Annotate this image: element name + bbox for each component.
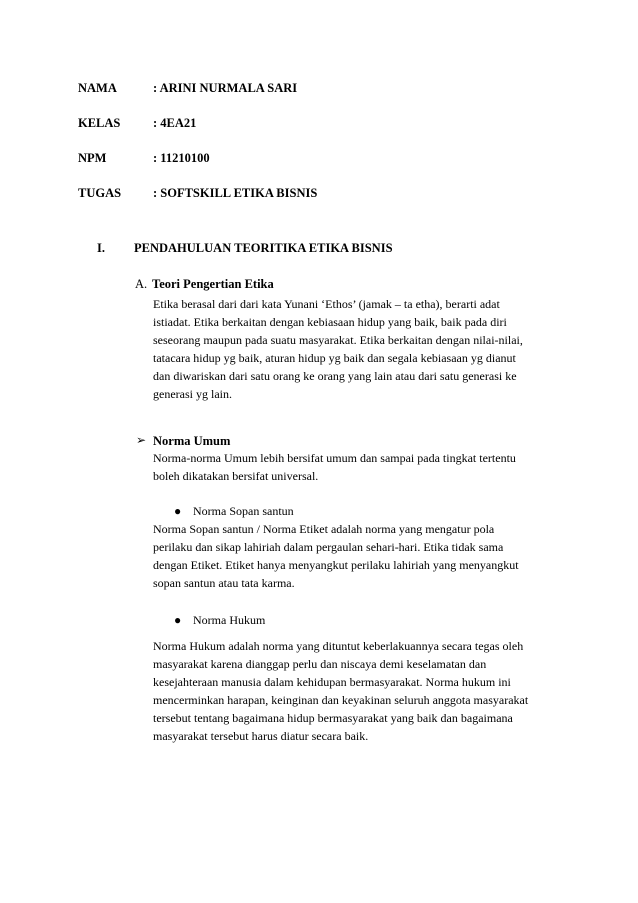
norma-umum-heading: Norma Umum bbox=[153, 434, 231, 448]
paragraph-line: istiadat. Etika berkaitan dengan kebiasaan hidup yang baik, baik pada diri bbox=[153, 315, 507, 329]
identity-value: : 4EA21 bbox=[153, 116, 197, 130]
arrow-bullet-icon: ➢ bbox=[136, 433, 147, 447]
subsection-title: Teori Pengertian Etika bbox=[152, 277, 274, 291]
hukum-paragraph bbox=[153, 637, 573, 745]
identity-label: TUGAS bbox=[78, 186, 122, 200]
identity-label: NAMA bbox=[78, 81, 117, 95]
bullet-dot-icon: ● bbox=[174, 613, 182, 627]
paragraph-line: boleh dikatakan bersifat universal. bbox=[153, 469, 319, 483]
section-number: I. bbox=[97, 241, 105, 255]
paragraph-line: mencerminkan harapan, keinginan dan keyakinan seluruh anggota masyarakat bbox=[153, 693, 529, 707]
paragraph-line: dan diwariskan dari satu orang ke orang yang lain atau dari satu generasi ke bbox=[153, 369, 517, 383]
paragraph-line: Norma-norma Umum lebih bersifat umum dan sampai pada tingkat tertentu bbox=[153, 451, 516, 465]
paragraph-line: Norma Sopan santun / Norma Etiket adalah norma yang mengatur pola bbox=[153, 522, 495, 536]
etika-paragraph bbox=[153, 295, 573, 403]
sopan-santun-paragraph bbox=[153, 520, 573, 592]
identity-value: : 11210100 bbox=[153, 151, 210, 165]
paragraph-line: seseorang maupun pada suatu masyarakat. Etika berkaitan dengan nilai-nilai, bbox=[153, 333, 523, 347]
identity-label: NPM bbox=[78, 151, 107, 165]
section-title: PENDAHULUAN TEORITIKA ETIKA BISNIS bbox=[134, 241, 393, 255]
identity-value: : ARINI NURMALA SARI bbox=[153, 81, 298, 95]
identity-label: KELAS bbox=[78, 116, 121, 130]
paragraph-line: Etika berasal dari dari kata Yunani ‘Ethos’ (jamak – ta etha), berarti adat bbox=[153, 297, 500, 311]
bullet-label-hukum: Norma Hukum bbox=[193, 613, 266, 627]
subsection-letter: A. bbox=[135, 277, 148, 291]
paragraph-line: masyarakat tersebut harus diatur secara baik. bbox=[153, 729, 369, 743]
paragraph-line: tersebut tentang bagaimana hidup bermasyarakat yang baik dan bagaimana bbox=[153, 711, 513, 725]
identity-value: : SOFTSKILL ETIKA BISNIS bbox=[153, 186, 318, 200]
paragraph-line: kesejahteraan manusia dalam kehidupan bermasyarakat. Norma hukum ini bbox=[153, 675, 511, 689]
paragraph-line: dengan Etiket. Etiket hanya menyangkut perilaku lahiriah yang menyangkut bbox=[153, 558, 519, 572]
paragraph-line: sopan santun atau tata karma. bbox=[153, 576, 295, 590]
bullet-dot-icon: ● bbox=[174, 504, 182, 518]
paragraph-line: generasi yg lain. bbox=[153, 387, 232, 401]
bullet-label-sopan-santun: Norma Sopan santun bbox=[193, 504, 294, 518]
paragraph-line: perilaku dan sikap lahiriah dalam pergaulan sehari-hari. Etika tidak sama bbox=[153, 540, 504, 554]
paragraph-line: Norma Hukum adalah norma yang dituntut keberlakuannya secara tegas oleh bbox=[153, 639, 524, 653]
paragraph-line: tatacara hidup yg baik, aturan hidup yg baik dan segala kebiasaan yg dianut bbox=[153, 351, 516, 365]
norma-umum-paragraph bbox=[153, 449, 573, 485]
paragraph-line: masyarakat karena dianggap perlu dan niscaya demi keselamatan dan bbox=[153, 657, 487, 671]
